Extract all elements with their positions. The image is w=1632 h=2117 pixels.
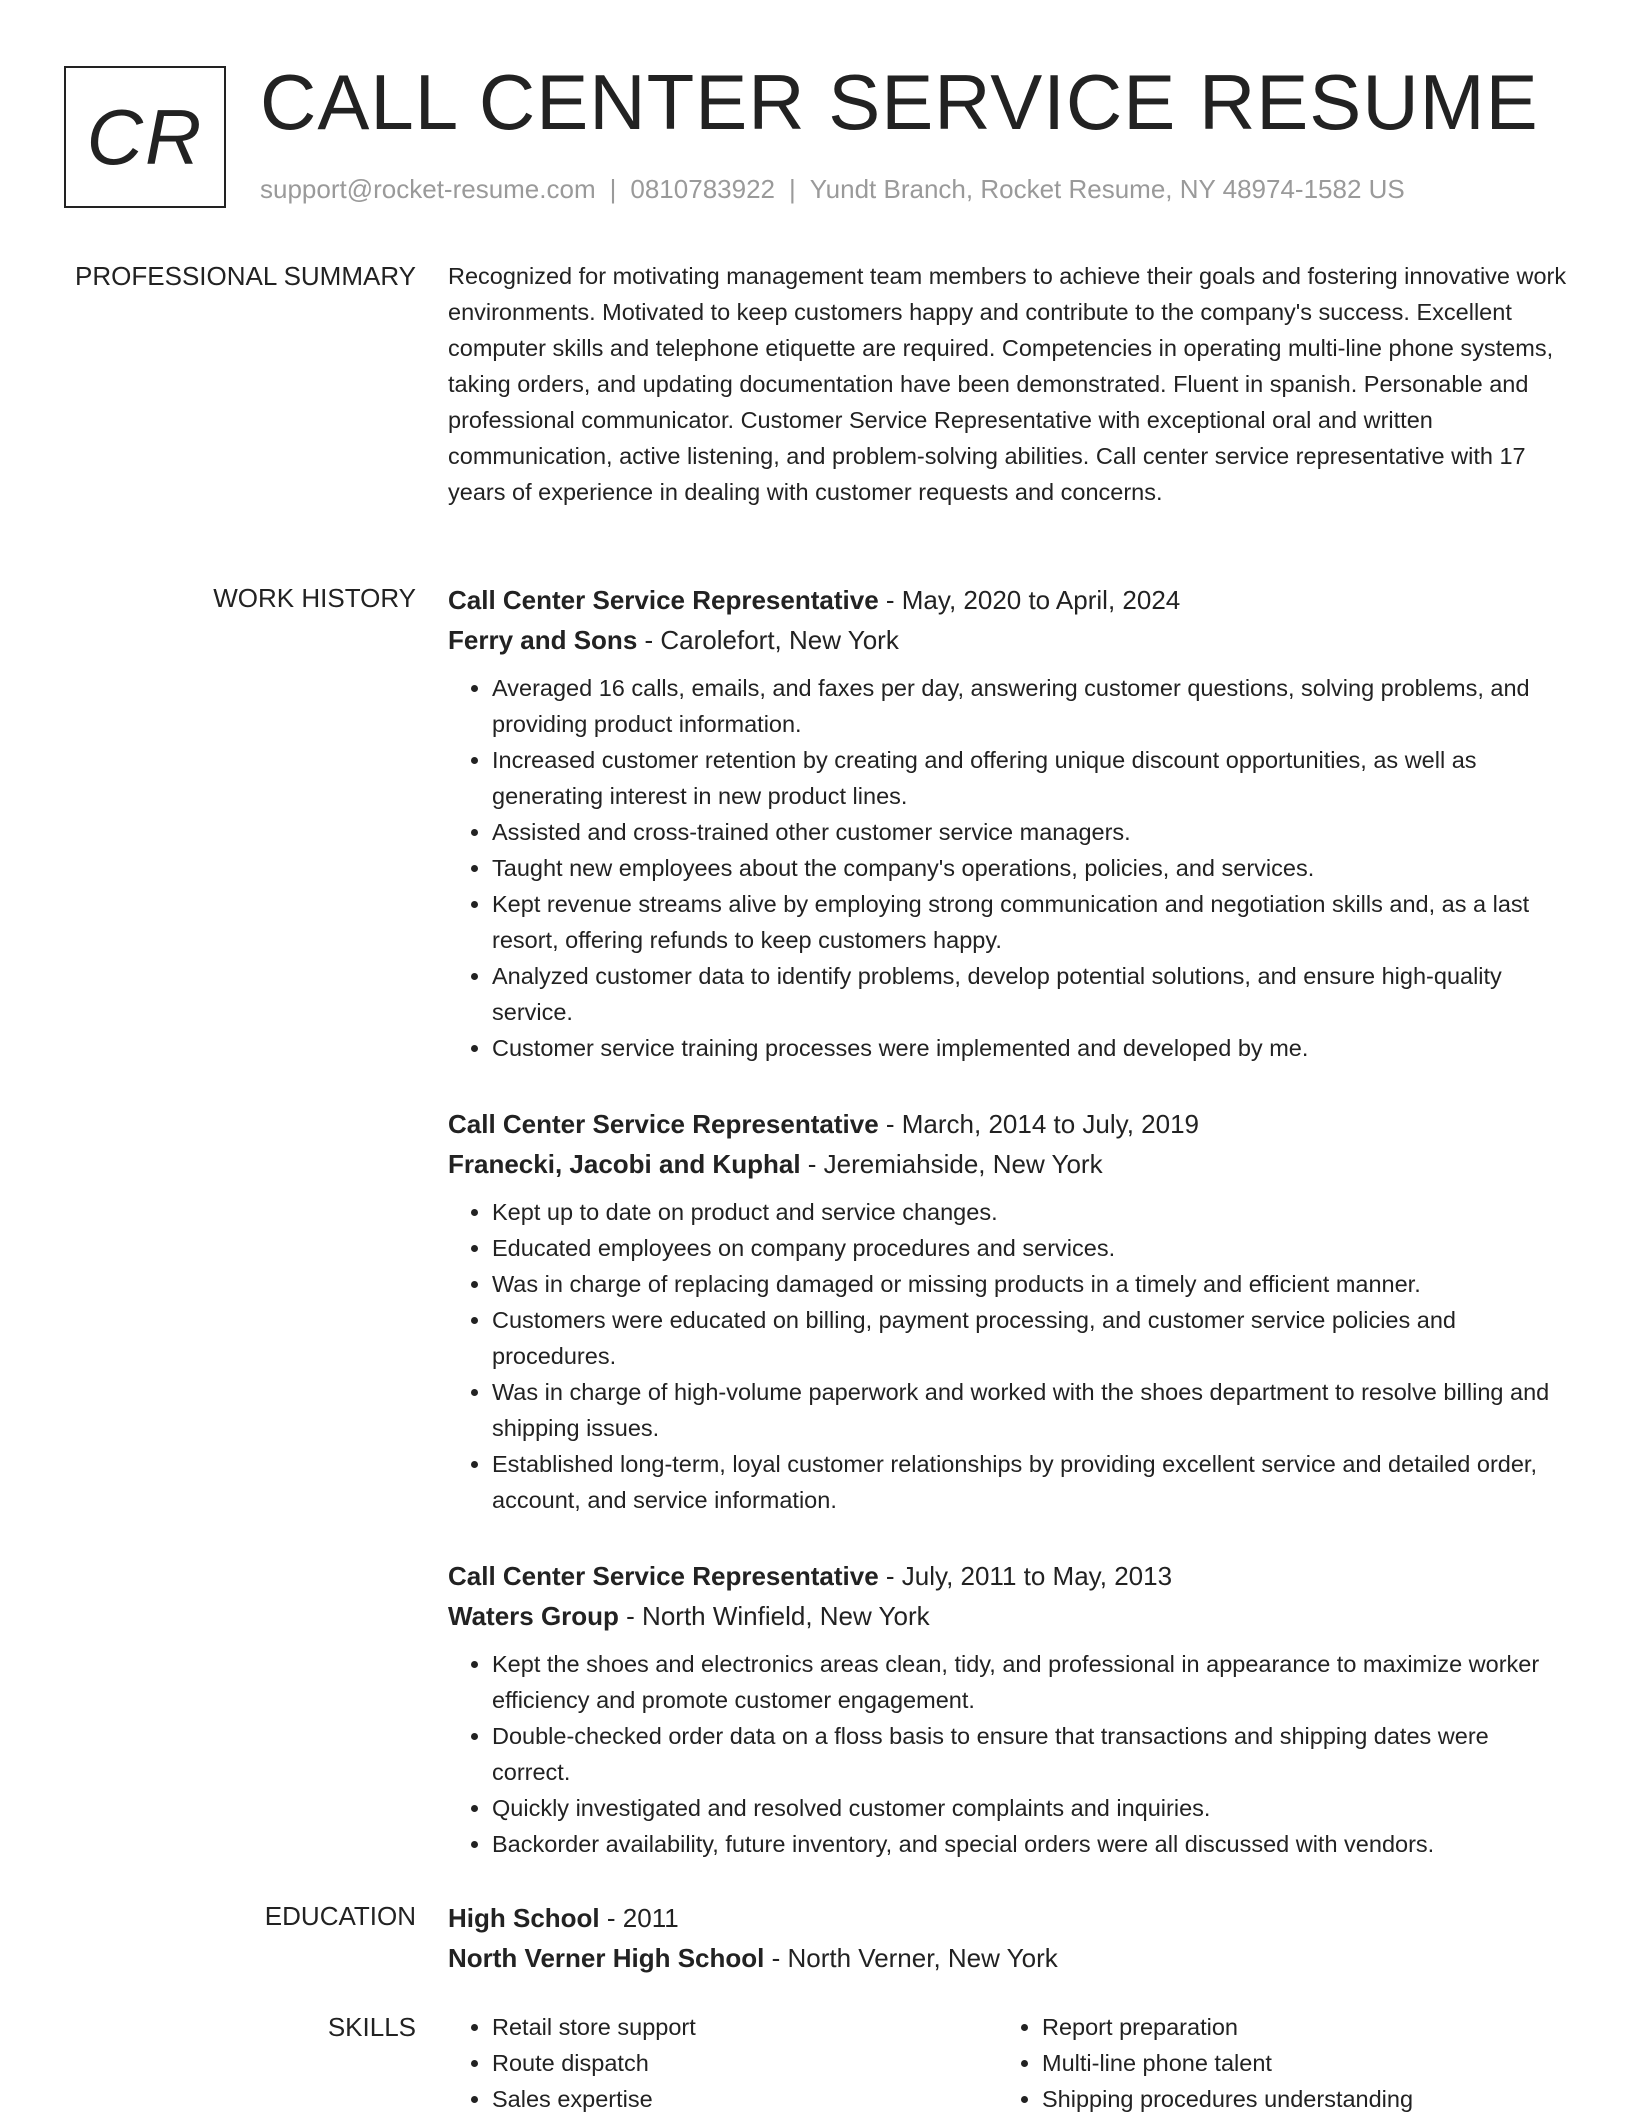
job-title-line [448,1104,1568,1144]
skills-list [448,2009,998,2117]
job-entry [448,1556,1568,1862]
education-body [448,1898,1568,1978]
contact-line [260,174,1405,205]
contact-separator: | [789,174,796,204]
job-duty: • Customers were educated on billing, payment processing, and customer service policies and procedures. [492,1302,1568,1374]
contact-email: support@rocket-resume.com [260,174,596,204]
work-history-heading: WORK HISTORY [213,583,416,613]
job-entry [448,1104,1568,1518]
job-duties-list [448,1646,1568,1862]
resume-title: CALL CENTER SERVICE RESUME [260,58,1539,146]
job-duty: • Kept revenue streams alive by employing strong communication and negotiation skills and, as a last resort, offering refunds to keep customers happy. [492,886,1568,958]
job-company-line [448,620,1568,660]
job-duty: • Kept up to date on product and service changes. [492,1194,1568,1230]
job-duty: • Was in charge of high-volume paperwork and worked with the shoes department to resolve billing and shipping issues. [492,1374,1568,1446]
job-location: - North Winfield, New York [618,1601,930,1631]
job-title-line [448,1556,1568,1596]
job-location: - Carolefort, New York [637,625,899,655]
skill-item: • Shipping procedures understanding [1042,2081,1548,2117]
job-duty: • Educated employees on company procedures and services. [492,1230,1568,1266]
job-duty: • Analyzed customer data to identify problems, develop potential solutions, and ensure high-quality service. [492,958,1568,1030]
education-school-line [448,1938,1568,1978]
skill-item: • Retail store support [492,2009,998,2045]
job-location: - Jeremiahside, New York [800,1149,1103,1179]
education-degree: High School [448,1903,600,1933]
job-title: Call Center Service Representative [448,585,879,615]
job-duty: • Double-checked order data on a floss basis to ensure that transactions and shipping dates were correct. [492,1718,1568,1790]
education-year: - 2011 [599,1903,679,1933]
skills-column-left [448,2009,998,2117]
job-entry [448,580,1568,1066]
job-title: Call Center Service Representative [448,1561,879,1591]
job-duties-list [448,670,1568,1066]
job-dates: - March, 2014 to July, 2019 [878,1109,1200,1139]
job-duty: • Established long-term, loyal customer relationships by providing excellent service and detailed order, account, and service information. [492,1446,1568,1518]
summary-heading: PROFESSIONAL SUMMARY [75,261,416,291]
education-heading: EDUCATION [264,1901,416,1931]
skills-column-right [998,2009,1548,2117]
skill-item: • Route dispatch [492,2045,998,2081]
job-duty: • Assisted and cross-trained other customer service managers. [492,814,1568,850]
skills-list [998,2009,1548,2117]
job-duty: • Increased customer retention by creating and offering unique discount opportunities, as well as generating interest in new product lines. [492,742,1568,814]
education-degree-line [448,1898,1568,1938]
skills-body [448,2009,1568,2117]
skills-heading: SKILLS [327,2012,416,2042]
contact-separator: | [609,174,617,204]
education-location: - North Verner, New York [764,1943,1058,1973]
summary-text: Recognized for motivating management team members to achieve their goals and fostering innovative work environments. Motivated to keep customers happy and contribute to the company's success. Excellent computer skills and telephone etiquette are required. Competencies in operating multi-line phone systems, taking orders, and updating documentation have been demonstrated. Fluent in spanish. Personable and professional communicator. Customer Service Representative with exceptional oral and written communication, active listening, and problem-solving abilities. Call center service representative with 17 years of experience in dealing with customer requests and concerns. [448,263,1567,505]
job-duty: • Quickly investigated and resolved customer complaints and inquiries. [492,1790,1568,1826]
job-duty: • Kept the shoes and electronics areas clean, tidy, and professional in appearance to maximize worker efficiency and promote customer engagement. [492,1646,1568,1718]
job-title: Call Center Service Representative [448,1109,879,1139]
job-dates: - July, 2011 to May, 2013 [878,1561,1173,1591]
job-company-line [448,1596,1568,1636]
job-duty: • Taught new employees about the company's operations, policies, and services. [492,850,1568,886]
job-company-line [448,1144,1568,1184]
job-company: Ferry and Sons [448,625,638,655]
skill-item: • Report preparation [1042,2009,1548,2045]
education-school: North Verner High School [448,1943,765,1973]
job-duties-list [448,1194,1568,1518]
skill-item: • Sales expertise [492,2081,998,2117]
contact-address: Yundt Branch, Rocket Resume, NY 48974-1582 US [809,174,1405,204]
monogram-logo: CR [64,66,226,208]
job-duty: • Averaged 16 calls, emails, and faxes per day, answering customer questions, solving problems, and providing product information. [492,670,1568,742]
job-duty: • Was in charge of replacing damaged or missing products in a timely and efficient manner. [492,1266,1568,1302]
skills-grid [448,2009,1568,2117]
summary-body [448,258,1568,510]
job-dates: - May, 2020 to April, 2024 [878,585,1181,615]
job-duty: • Backorder availability, future inventory, and special orders were all discussed with vendors. [492,1826,1568,1862]
job-company: Franecki, Jacobi and Kuphal [448,1149,801,1179]
job-company: Waters Group [448,1601,619,1631]
job-title-line [448,580,1568,620]
contact-phone: 0810783922 [630,174,775,204]
skill-item: • Multi-line phone talent [1042,2045,1548,2081]
job-duty: • Customer service training processes were implemented and developed by me. [492,1030,1568,1066]
